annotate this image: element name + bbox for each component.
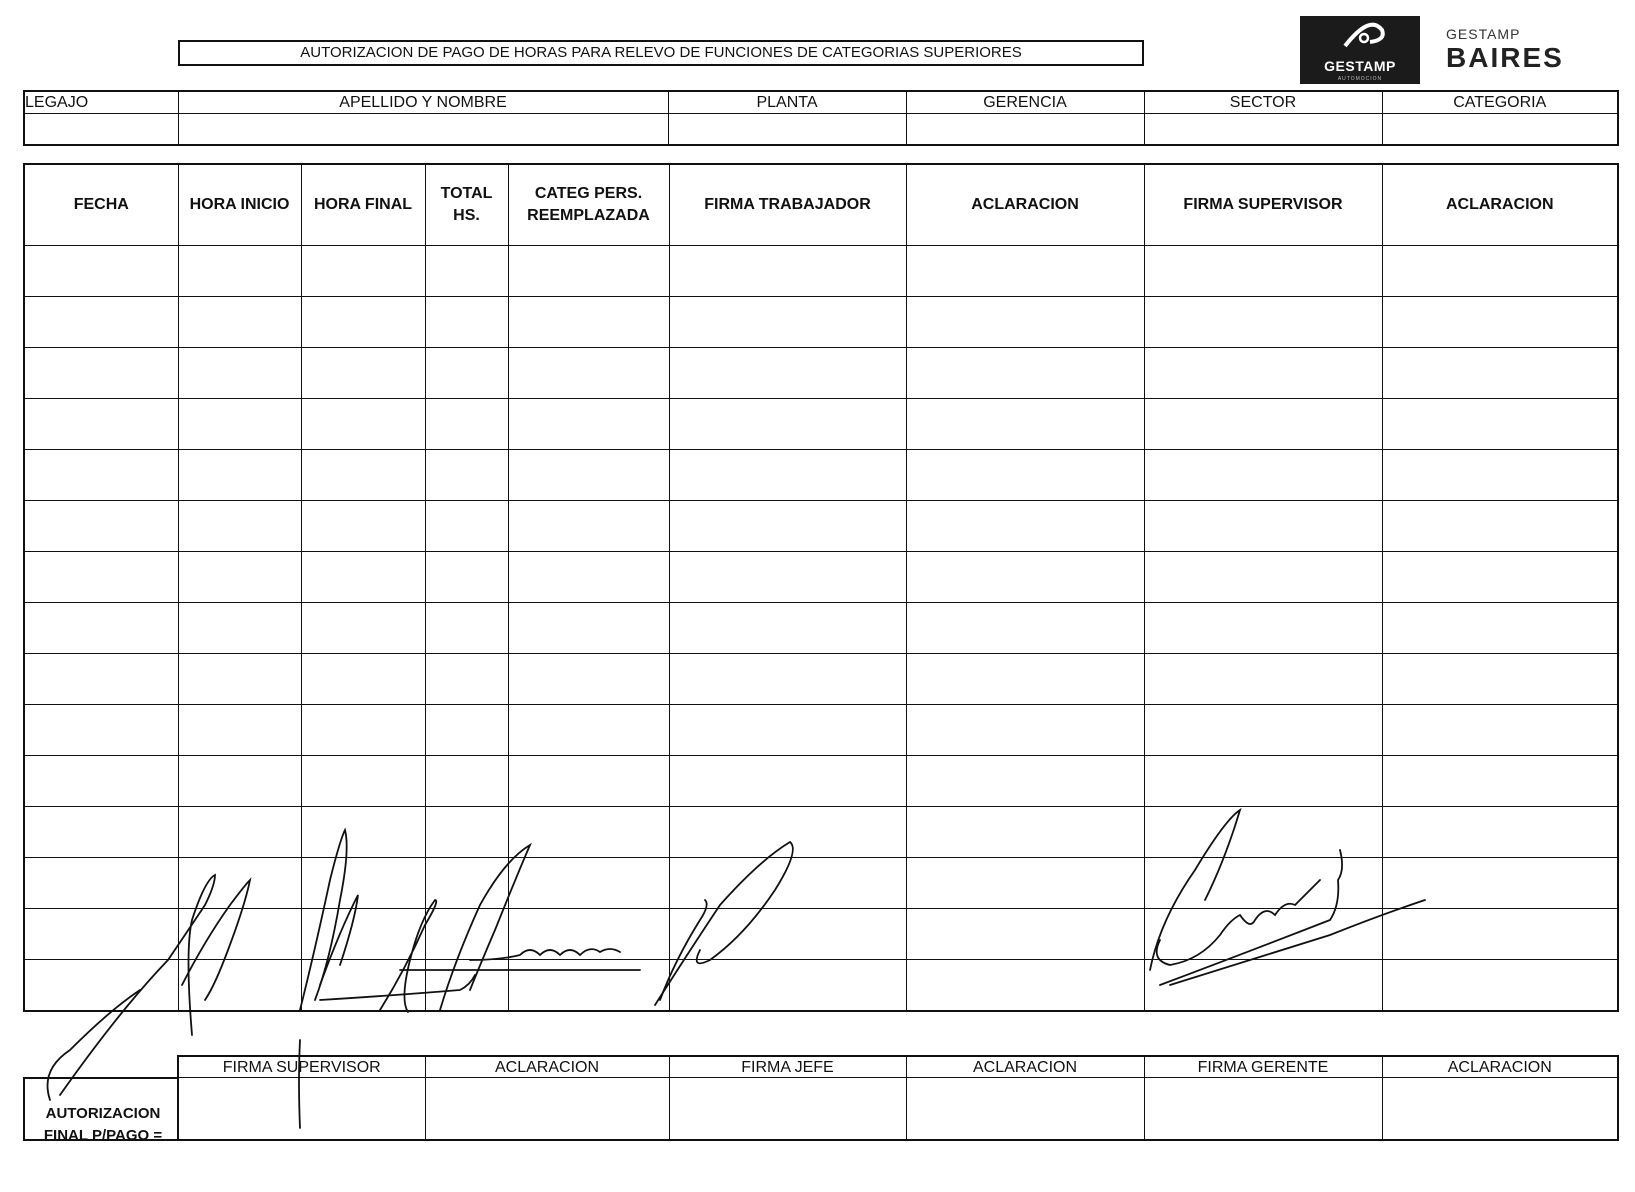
table-row bbox=[24, 603, 1618, 654]
fecha-cell[interactable] bbox=[24, 807, 178, 858]
col-planta: PLANTA bbox=[668, 91, 906, 114]
categ-reemplazada-cell[interactable] bbox=[508, 654, 669, 705]
aclaracion-2-cell[interactable] bbox=[1382, 705, 1618, 756]
hora-final-cell[interactable] bbox=[301, 603, 425, 654]
firma-supervisor-cell[interactable] bbox=[1144, 552, 1382, 603]
categ-reemplazada-cell[interactable] bbox=[508, 858, 669, 909]
fecha-cell[interactable] bbox=[24, 501, 178, 552]
firma-supervisor-cell[interactable] bbox=[1144, 246, 1382, 297]
hora-inicio-cell[interactable] bbox=[178, 756, 301, 807]
col-aclaracion-2: ACLARACION bbox=[1382, 164, 1618, 246]
col-apellido-nombre: APELLIDO Y NOMBRE bbox=[178, 91, 668, 114]
aclaracion-1-cell[interactable] bbox=[906, 246, 1144, 297]
aclaracion-1-cell[interactable] bbox=[906, 501, 1144, 552]
hora-inicio-cell[interactable] bbox=[178, 960, 301, 1012]
categ-reemplazada-cell[interactable] bbox=[508, 399, 669, 450]
total-hs-cell[interactable] bbox=[425, 807, 508, 858]
hora-final-cell[interactable] bbox=[301, 246, 425, 297]
aclaracion-2-cell[interactable] bbox=[1382, 858, 1618, 909]
firma-supervisor-cell[interactable] bbox=[1144, 603, 1382, 654]
categ-reemplazada-cell[interactable] bbox=[508, 348, 669, 399]
table-row bbox=[24, 501, 1618, 552]
aclaracion-1-cell[interactable] bbox=[906, 807, 1144, 858]
aclaracion-2-cell[interactable] bbox=[1382, 399, 1618, 450]
aclaracion-sup-final-field[interactable] bbox=[425, 1078, 669, 1140]
hora-inicio-cell[interactable] bbox=[178, 552, 301, 603]
hora-final-cell[interactable] bbox=[301, 960, 425, 1012]
firma-trabajador-cell[interactable] bbox=[669, 501, 906, 552]
hora-final-cell[interactable] bbox=[301, 501, 425, 552]
logo-subtext: AUTOMOCION bbox=[1337, 76, 1383, 82]
total-hs-cell[interactable] bbox=[425, 501, 508, 552]
brand-main: BAIRES bbox=[1446, 42, 1564, 73]
fecha-cell[interactable] bbox=[24, 450, 178, 501]
categ-reemplazada-cell[interactable] bbox=[508, 552, 669, 603]
aclaracion-2-cell[interactable] bbox=[1382, 756, 1618, 807]
col-firma-supervisor-final: FIRMA SUPERVISOR bbox=[178, 1056, 425, 1078]
hora-inicio-cell[interactable] bbox=[178, 246, 301, 297]
hora-final-cell[interactable] bbox=[301, 756, 425, 807]
hora-inicio-cell[interactable] bbox=[178, 705, 301, 756]
total-hs-cell[interactable] bbox=[425, 246, 508, 297]
fecha-cell[interactable] bbox=[24, 909, 178, 960]
total-hs-cell[interactable] bbox=[425, 705, 508, 756]
aclaracion-2-cell[interactable] bbox=[1382, 348, 1618, 399]
hora-final-cell[interactable] bbox=[301, 807, 425, 858]
hora-inicio-cell[interactable] bbox=[178, 348, 301, 399]
total-hs-cell[interactable] bbox=[425, 450, 508, 501]
aclaracion-2-cell[interactable] bbox=[1382, 654, 1618, 705]
categ-reemplazada-cell[interactable] bbox=[508, 297, 669, 348]
firma-trabajador-cell[interactable] bbox=[669, 246, 906, 297]
col-aclaracion-sup-final: ACLARACION bbox=[425, 1056, 669, 1078]
firma-supervisor-cell[interactable] bbox=[1144, 654, 1382, 705]
aclaracion-2-cell[interactable] bbox=[1382, 450, 1618, 501]
table-row bbox=[24, 960, 1618, 1012]
firma-trabajador-cell[interactable] bbox=[669, 603, 906, 654]
col-aclaracion-jefe: ACLARACION bbox=[906, 1056, 1144, 1078]
col-fecha: FECHA bbox=[24, 164, 178, 246]
aclaracion-1-cell[interactable] bbox=[906, 909, 1144, 960]
total-hs-cell[interactable] bbox=[425, 960, 508, 1012]
table-row bbox=[24, 909, 1618, 960]
firma-trabajador-cell[interactable] bbox=[669, 807, 906, 858]
table-row bbox=[24, 705, 1618, 756]
hora-inicio-cell[interactable] bbox=[178, 603, 301, 654]
hora-final-cell[interactable] bbox=[301, 399, 425, 450]
form-title: AUTORIZACION DE PAGO DE HORAS PARA RELEVO DE FUNCIONES DE CATEGORIAS SUPERIORES bbox=[178, 40, 1144, 66]
col-hora-inicio: HORA INICIO bbox=[178, 164, 301, 246]
aclaracion-2-cell[interactable] bbox=[1382, 246, 1618, 297]
fecha-cell[interactable] bbox=[24, 348, 178, 399]
table-row bbox=[24, 654, 1618, 705]
categ-reemplazada-cell[interactable] bbox=[508, 960, 669, 1012]
fecha-cell[interactable] bbox=[24, 297, 178, 348]
col-firma-jefe: FIRMA JEFE bbox=[669, 1056, 906, 1078]
hora-final-cell[interactable] bbox=[301, 705, 425, 756]
aclaracion-1-cell[interactable] bbox=[906, 450, 1144, 501]
aclaracion-1-cell[interactable] bbox=[906, 960, 1144, 1012]
total-hs-cell[interactable] bbox=[425, 654, 508, 705]
categoria-field[interactable] bbox=[1382, 114, 1618, 146]
col-gerencia: GERENCIA bbox=[906, 91, 1144, 114]
table-row bbox=[24, 450, 1618, 501]
firma-trabajador-cell[interactable] bbox=[669, 552, 906, 603]
total-hs-cell[interactable] bbox=[425, 297, 508, 348]
aclaracion-1-cell[interactable] bbox=[906, 858, 1144, 909]
logo-text: GESTAMP bbox=[1324, 58, 1396, 74]
hora-inicio-cell[interactable] bbox=[178, 654, 301, 705]
brand-top: GESTAMP bbox=[1446, 26, 1521, 42]
aclaracion-jefe-field[interactable] bbox=[906, 1078, 1144, 1140]
fecha-cell[interactable] bbox=[24, 705, 178, 756]
aclaracion-2-cell[interactable] bbox=[1382, 909, 1618, 960]
authorization-label: AUTORIZACION FINAL P/PAGO = bbox=[43, 1105, 163, 1144]
firma-jefe-field[interactable] bbox=[669, 1078, 906, 1140]
total-hs-cell[interactable] bbox=[425, 552, 508, 603]
firma-trabajador-cell[interactable] bbox=[669, 960, 906, 1012]
categ-reemplazada-cell[interactable] bbox=[508, 756, 669, 807]
fecha-cell[interactable] bbox=[24, 552, 178, 603]
col-legajo: LEGAJO bbox=[24, 91, 178, 114]
col-aclaracion-1: ACLARACION bbox=[906, 164, 1144, 246]
firma-supervisor-cell[interactable] bbox=[1144, 399, 1382, 450]
total-hs-cell[interactable] bbox=[425, 603, 508, 654]
categ-reemplazada-cell[interactable] bbox=[508, 807, 669, 858]
col-categoria: CATEGORIA bbox=[1382, 91, 1618, 114]
firma-trabajador-cell[interactable] bbox=[669, 297, 906, 348]
total-hs-cell[interactable] bbox=[425, 399, 508, 450]
categ-reemplazada-cell[interactable] bbox=[508, 501, 669, 552]
firma-supervisor-cell[interactable] bbox=[1144, 501, 1382, 552]
firma-supervisor-cell[interactable] bbox=[1144, 348, 1382, 399]
firma-trabajador-cell[interactable] bbox=[669, 858, 906, 909]
gerencia-field[interactable] bbox=[906, 114, 1144, 146]
hora-final-cell[interactable] bbox=[301, 909, 425, 960]
col-firma-supervisor: FIRMA SUPERVISOR bbox=[1144, 164, 1382, 246]
table-row bbox=[24, 756, 1618, 807]
aclaracion-2-cell[interactable] bbox=[1382, 807, 1618, 858]
col-hora-final: HORA FINAL bbox=[301, 164, 425, 246]
aclaracion-gerente-field[interactable] bbox=[1382, 1078, 1618, 1140]
categ-reemplazada-cell[interactable] bbox=[508, 909, 669, 960]
hora-final-cell[interactable] bbox=[301, 297, 425, 348]
signature-table bbox=[23, 1055, 1619, 1141]
fecha-cell[interactable] bbox=[24, 960, 178, 1012]
fecha-cell[interactable] bbox=[24, 399, 178, 450]
firma-trabajador-cell[interactable] bbox=[669, 348, 906, 399]
firma-supervisor-cell[interactable] bbox=[1144, 807, 1382, 858]
categ-reemplazada-cell[interactable] bbox=[508, 450, 669, 501]
categ-reemplazada-cell[interactable] bbox=[508, 246, 669, 297]
aclaracion-2-cell[interactable] bbox=[1382, 297, 1618, 348]
table-row bbox=[24, 348, 1618, 399]
firma-trabajador-cell[interactable] bbox=[669, 705, 906, 756]
firma-supervisor-cell[interactable] bbox=[1144, 450, 1382, 501]
aclaracion-1-cell[interactable] bbox=[906, 756, 1144, 807]
hora-inicio-cell[interactable] bbox=[178, 909, 301, 960]
firma-supervisor-cell[interactable] bbox=[1144, 858, 1382, 909]
hora-inicio-cell[interactable] bbox=[178, 807, 301, 858]
employee-table bbox=[23, 90, 1619, 146]
hora-inicio-cell[interactable] bbox=[178, 450, 301, 501]
aclaracion-1-cell[interactable] bbox=[906, 348, 1144, 399]
firma-trabajador-cell[interactable] bbox=[669, 654, 906, 705]
aclaracion-1-cell[interactable] bbox=[906, 399, 1144, 450]
firma-trabajador-cell[interactable] bbox=[669, 756, 906, 807]
firma-supervisor-final-field[interactable] bbox=[178, 1078, 425, 1140]
aclaracion-1-cell[interactable] bbox=[906, 705, 1144, 756]
apellido-nombre-field[interactable] bbox=[178, 114, 668, 146]
table-row bbox=[24, 297, 1618, 348]
total-hs-cell[interactable] bbox=[425, 858, 508, 909]
categ-reemplazada-cell[interactable] bbox=[508, 603, 669, 654]
firma-supervisor-cell[interactable] bbox=[1144, 297, 1382, 348]
col-firma-trabajador: FIRMA TRABAJADOR bbox=[669, 164, 906, 246]
col-categ-reemplazada: CATEG PERS. REEMPLAZADA bbox=[508, 164, 669, 246]
col-total-hs: TOTAL HS. bbox=[425, 164, 508, 246]
planta-field[interactable] bbox=[668, 114, 906, 146]
fecha-cell[interactable] bbox=[24, 756, 178, 807]
fecha-cell[interactable] bbox=[24, 246, 178, 297]
footer-spacer bbox=[24, 1056, 178, 1078]
hours-grid bbox=[23, 163, 1619, 1012]
hora-inicio-cell[interactable] bbox=[178, 858, 301, 909]
hora-final-cell[interactable] bbox=[301, 654, 425, 705]
col-sector: SECTOR bbox=[1144, 91, 1382, 114]
col-firma-gerente: FIRMA GERENTE bbox=[1144, 1056, 1382, 1078]
fecha-cell[interactable] bbox=[24, 858, 178, 909]
hora-inicio-cell[interactable] bbox=[178, 399, 301, 450]
firma-trabajador-cell[interactable] bbox=[669, 909, 906, 960]
table-row bbox=[24, 807, 1618, 858]
table-row bbox=[24, 858, 1618, 909]
aclaracion-2-cell[interactable] bbox=[1382, 603, 1618, 654]
firma-trabajador-cell[interactable] bbox=[669, 399, 906, 450]
firma-gerente-field[interactable] bbox=[1144, 1078, 1382, 1140]
total-hs-cell[interactable] bbox=[425, 348, 508, 399]
hora-inicio-cell[interactable] bbox=[178, 501, 301, 552]
aclaracion-2-cell[interactable] bbox=[1382, 552, 1618, 603]
firma-trabajador-cell[interactable] bbox=[669, 450, 906, 501]
firma-supervisor-cell[interactable] bbox=[1144, 705, 1382, 756]
firma-supervisor-cell[interactable] bbox=[1144, 756, 1382, 807]
table-row bbox=[24, 552, 1618, 603]
total-hs-cell[interactable] bbox=[425, 756, 508, 807]
firma-supervisor-cell[interactable] bbox=[1144, 960, 1382, 1012]
hora-final-cell[interactable] bbox=[301, 858, 425, 909]
hora-final-cell[interactable] bbox=[301, 450, 425, 501]
hora-final-cell[interactable] bbox=[301, 552, 425, 603]
aclaracion-2-cell[interactable] bbox=[1382, 501, 1618, 552]
categ-reemplazada-cell[interactable] bbox=[508, 705, 669, 756]
fecha-cell[interactable] bbox=[24, 603, 178, 654]
col-aclaracion-gerente: ACLARACION bbox=[1382, 1056, 1618, 1078]
aclaracion-1-cell[interactable] bbox=[906, 297, 1144, 348]
table-row bbox=[24, 399, 1618, 450]
aclaracion-1-cell[interactable] bbox=[906, 552, 1144, 603]
firma-supervisor-cell[interactable] bbox=[1144, 909, 1382, 960]
aclaracion-2-cell[interactable] bbox=[1382, 960, 1618, 1012]
table-row bbox=[24, 246, 1618, 297]
aclaracion-1-cell[interactable] bbox=[906, 654, 1144, 705]
legajo-field[interactable] bbox=[24, 114, 178, 146]
sector-field[interactable] bbox=[1144, 114, 1382, 146]
total-hs-cell[interactable] bbox=[425, 909, 508, 960]
hora-inicio-cell[interactable] bbox=[178, 297, 301, 348]
fecha-cell[interactable] bbox=[24, 654, 178, 705]
aclaracion-1-cell[interactable] bbox=[906, 603, 1144, 654]
hora-final-cell[interactable] bbox=[301, 348, 425, 399]
